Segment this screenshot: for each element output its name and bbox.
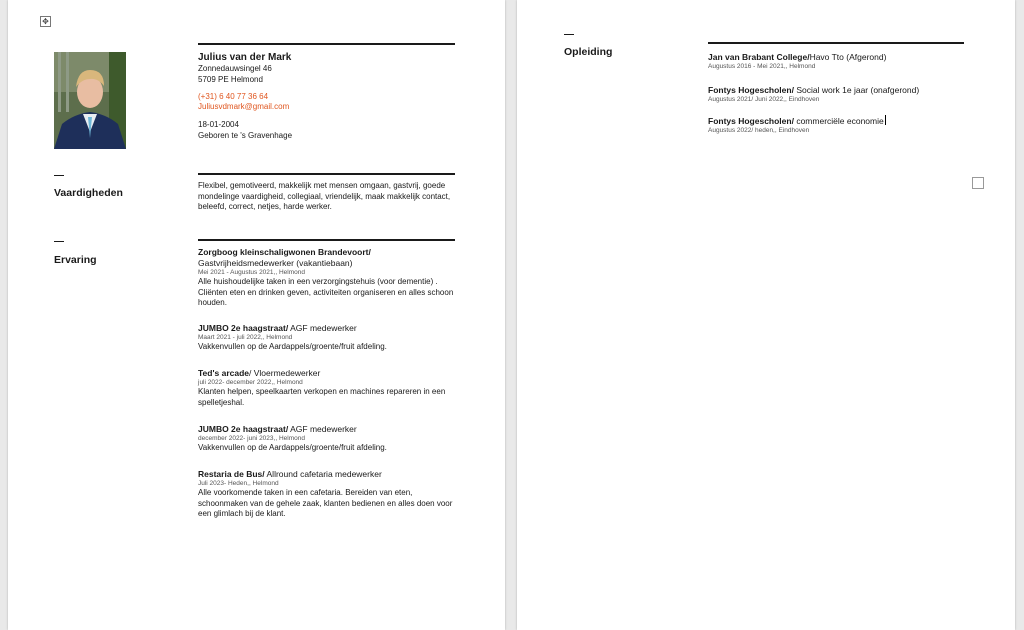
job-entry	[198, 247, 460, 309]
job-description: Klanten helpen, speelkaarten verkopen en machines repareren in een spelletjeshal.	[198, 387, 446, 407]
skills-heading: Vaardigheden	[54, 187, 123, 199]
education-program: Havo Tto (Afgerond)	[809, 52, 887, 62]
job-employer: JUMBO 2e haagstraat/	[198, 424, 289, 434]
section-dash	[564, 34, 574, 35]
job-role: / Vloermedewerker	[249, 368, 321, 378]
address-street: Zonnedauwsingel 46	[198, 64, 272, 73]
education-entry	[708, 52, 970, 71]
job-meta: juli 2022- december 2022,, Helmond	[198, 379, 303, 386]
job-meta: Maart 2021 - juli 2022,, Helmond	[198, 334, 293, 341]
job-entry	[198, 469, 460, 520]
job-description: Alle huishoudelijke taken in een verzorgingstehuis (voor dementie) . Cliënten eten en drinken geven, activiteiten organiseren en alles schoon houden.	[198, 277, 454, 307]
profile-name: Julius van der Mark	[198, 52, 292, 63]
address-city: 5709 PE Helmond	[198, 74, 263, 84]
education-meta: Augustus 2016 - Mei 2021,, Helmond	[708, 63, 816, 70]
education-rule	[708, 42, 964, 44]
education-school: Fontys Hogescholen/	[708, 85, 794, 95]
header-rule	[198, 43, 455, 45]
job-employer: Ted's arcade	[198, 368, 249, 378]
table-move-handle-icon[interactable]: ✥	[40, 16, 51, 27]
education-entry	[708, 115, 970, 135]
education-program[interactable]: commerciële economie	[793, 116, 884, 126]
job-meta: Juli 2023- Heden,, Helmond	[198, 480, 279, 487]
job-description: Vakkenvullen op de Aardappels/groente/fruit afdeling.	[198, 443, 387, 452]
job-employer: Zorgboog kleinschaligwonen Brandevoort/	[198, 247, 371, 257]
text-cursor	[885, 115, 886, 125]
job-description: Alle voorkomende taken in een cafetaria. Bereiden van eten, schoonmaken van de gehele zaak, klanten bedienen en alles doen voor een glimlach bij de klant.	[198, 488, 453, 518]
job-entry	[198, 424, 460, 454]
experience-rule	[198, 239, 455, 241]
birthplace: Geboren te 's Gravenhage	[198, 130, 293, 140]
checkbox[interactable]	[972, 177, 984, 189]
education-meta: Augustus 2022/ heden,, Eindhoven	[708, 127, 810, 134]
document-page-1	[8, 0, 505, 630]
education-school: Fontys Hogescholen/	[708, 116, 794, 126]
section-dash	[54, 241, 64, 242]
job-entry	[198, 323, 460, 353]
email-link[interactable]: Juliusvdmark@gmail.com	[198, 102, 290, 111]
skills-rule	[198, 173, 455, 175]
birthdate: 18-01-2004	[198, 120, 239, 129]
education-entry	[708, 85, 970, 104]
job-role: Allround cafetaria medewerker	[264, 469, 382, 479]
profile-photo	[54, 52, 126, 149]
education-school: Jan van Brabant College/	[708, 52, 810, 62]
document-page-2	[517, 0, 1015, 630]
phone-number: (+31) 6 40 77 36 64	[198, 92, 269, 101]
job-employer: JUMBO 2e haagstraat/	[198, 323, 289, 333]
job-role: AGF medewerker	[288, 323, 357, 333]
job-meta: december 2022- juni 2023,, Helmond	[198, 435, 305, 442]
education-heading: Opleiding	[564, 46, 613, 58]
job-description: Vakkenvullen op de Aardappels/groente/fruit afdeling.	[198, 342, 387, 351]
experience-heading: Ervaring	[54, 254, 97, 266]
section-dash	[54, 175, 64, 176]
job-role: Gastvrijheidsmedewerker (vakantiebaan)	[198, 258, 353, 268]
education-program: Social work 1e jaar (onafgerond)	[793, 85, 920, 95]
job-entry	[198, 368, 460, 408]
education-meta: Augustus 2021/ Juni 2022,, Eindhoven	[708, 96, 820, 103]
job-meta: Mei 2021 - Augustus 2021,, Helmond	[198, 269, 305, 276]
contact-block	[198, 52, 460, 141]
job-employer: Restaria de Bus/	[198, 469, 265, 479]
skills-text: Flexibel, gemotiveerd, makkelijk met mensen omgaan, gastvrij, goede mondelinge vaardigheid, collegiaal, vriendelijk, maak makkelijk contact, beleefd, correct, netjes, harde werker.	[198, 181, 451, 211]
job-role: AGF medewerker	[288, 424, 357, 434]
